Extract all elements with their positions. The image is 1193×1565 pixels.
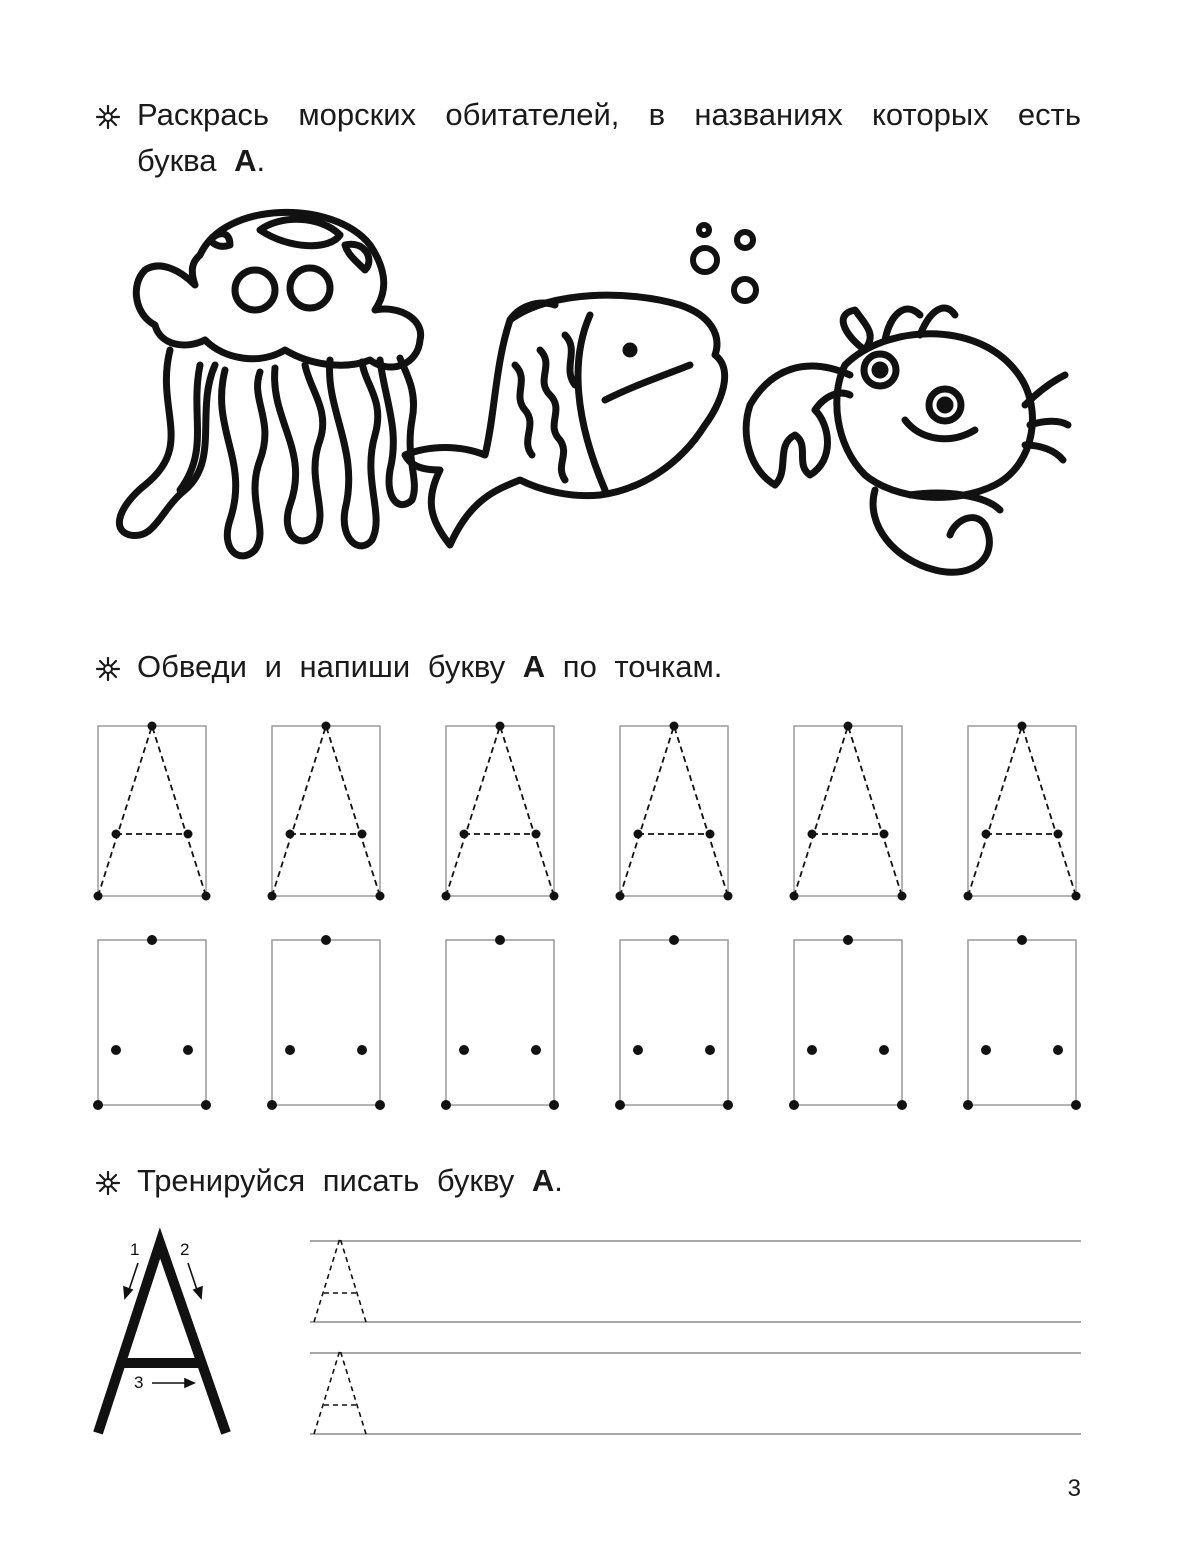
- guide-dot: [375, 1100, 385, 1110]
- trace-box: [98, 726, 206, 896]
- guide-dot: [285, 1045, 295, 1055]
- guide-dot: [633, 1045, 643, 1055]
- guide-dot: [844, 722, 853, 731]
- trace-box: [446, 726, 554, 896]
- dashed-letter-a: [794, 726, 902, 896]
- guide-dot: [1017, 935, 1027, 945]
- guide-dot: [669, 935, 679, 945]
- guide-dot: [441, 1100, 451, 1110]
- trace-box: [620, 726, 728, 896]
- guide-dot: [201, 1100, 211, 1110]
- write-box: [620, 940, 728, 1105]
- crab-illustration[interactable]: [735, 295, 1070, 585]
- write-box: [968, 940, 1076, 1105]
- stroke-number-3: 3: [134, 1373, 144, 1392]
- guide-dot: [531, 1045, 541, 1055]
- guide-dot: [790, 892, 799, 901]
- guide-dot: [879, 1045, 889, 1055]
- guide-dot: [789, 1100, 799, 1110]
- task-1-text: Раскрась морских обитателей, в названиях которых есть буква: [137, 97, 1081, 178]
- task-2-instruction: [95, 644, 722, 690]
- guide-dot: [183, 1045, 193, 1055]
- guide-dot: [724, 892, 733, 901]
- guide-dot: [1018, 722, 1027, 731]
- guide-dot: [112, 830, 121, 839]
- task-2-letter: А: [522, 649, 546, 684]
- jellyfish-illustration[interactable]: [100, 200, 430, 580]
- trace-box: [272, 726, 380, 896]
- trace-box: [968, 726, 1076, 896]
- guide-dot: [706, 830, 715, 839]
- guide-dot: [495, 935, 505, 945]
- guide-dot: [376, 892, 385, 901]
- guide-dot: [723, 1100, 733, 1110]
- write-box: [794, 940, 902, 1105]
- guide-dot: [147, 935, 157, 945]
- guide-dot: [616, 892, 625, 901]
- guide-dot: [982, 830, 991, 839]
- task-3-text: Тренируйся писать букву: [137, 1163, 532, 1198]
- guide-dot: [808, 830, 817, 839]
- task-3-letter: А: [531, 1163, 555, 1198]
- task-2-text: Обведи и напиши букву: [137, 649, 523, 684]
- task-3-end: .: [554, 1163, 563, 1198]
- guide-dot: [94, 892, 103, 901]
- write-box: [446, 940, 554, 1105]
- task-3-instruction: [95, 1158, 563, 1204]
- guide-dot: [267, 1100, 277, 1110]
- guide-dot: [880, 830, 889, 839]
- dashed-letter-a: [968, 726, 1076, 896]
- guide-dot: [321, 935, 331, 945]
- guide-dot: [897, 1100, 907, 1110]
- guide-dot: [268, 892, 277, 901]
- guide-dot: [807, 1045, 817, 1055]
- guide-dot: [981, 1045, 991, 1055]
- dashed-letter-a: [620, 726, 728, 896]
- guide-dot: [549, 1100, 559, 1110]
- task-2-end: по точкам.: [545, 649, 723, 684]
- asterisk-bullet-icon: [95, 104, 121, 130]
- guide-dot: [357, 1045, 367, 1055]
- writing-lines[interactable]: [310, 1230, 1085, 1440]
- guide-dot: [532, 830, 541, 839]
- asterisk-bullet-icon: [95, 656, 121, 682]
- fish-illustration[interactable]: [400, 200, 760, 560]
- guide-dot: [705, 1045, 715, 1055]
- dashed-letter-a: [98, 726, 206, 896]
- asterisk-bullet-icon: [95, 1170, 121, 1196]
- write-box: [272, 940, 380, 1105]
- guide-dot: [460, 830, 469, 839]
- guide-dot: [615, 1100, 625, 1110]
- guide-dot: [111, 1045, 121, 1055]
- guide-dot: [459, 1045, 469, 1055]
- guide-dot: [93, 1100, 103, 1110]
- guide-dot: [496, 722, 505, 731]
- guide-dot: [1053, 1045, 1063, 1055]
- guide-dot: [202, 892, 211, 901]
- task-1-instruction: [95, 92, 1081, 184]
- task-1-letter: А: [234, 143, 257, 178]
- guide-dot: [358, 830, 367, 839]
- guide-dot: [963, 1100, 973, 1110]
- dashed-letter-a: [446, 726, 554, 896]
- guide-dot: [964, 892, 973, 901]
- guide-dot: [898, 892, 907, 901]
- stroke-number-2: 2: [180, 1240, 190, 1259]
- guide-dot: [148, 722, 157, 731]
- dashed-letter-a: [272, 726, 380, 896]
- guide-dot: [843, 935, 853, 945]
- stroke-number-1: 1: [130, 1240, 140, 1259]
- guide-dot: [1071, 1100, 1081, 1110]
- guide-dot: [442, 892, 451, 901]
- guide-dot: [322, 722, 331, 731]
- trace-box: [794, 726, 902, 896]
- guide-dot: [1072, 892, 1081, 901]
- tracing-row: [0, 700, 1193, 1120]
- write-box: [98, 940, 206, 1105]
- model-letter-a: [90, 1235, 250, 1445]
- guide-dot: [670, 722, 679, 731]
- task-1-end: .: [256, 143, 266, 178]
- guide-dot: [1054, 830, 1063, 839]
- guide-dot: [634, 830, 643, 839]
- guide-dot: [550, 892, 559, 901]
- guide-dot: [286, 830, 295, 839]
- page-number: 3: [1067, 1475, 1081, 1502]
- guide-dot: [184, 830, 193, 839]
